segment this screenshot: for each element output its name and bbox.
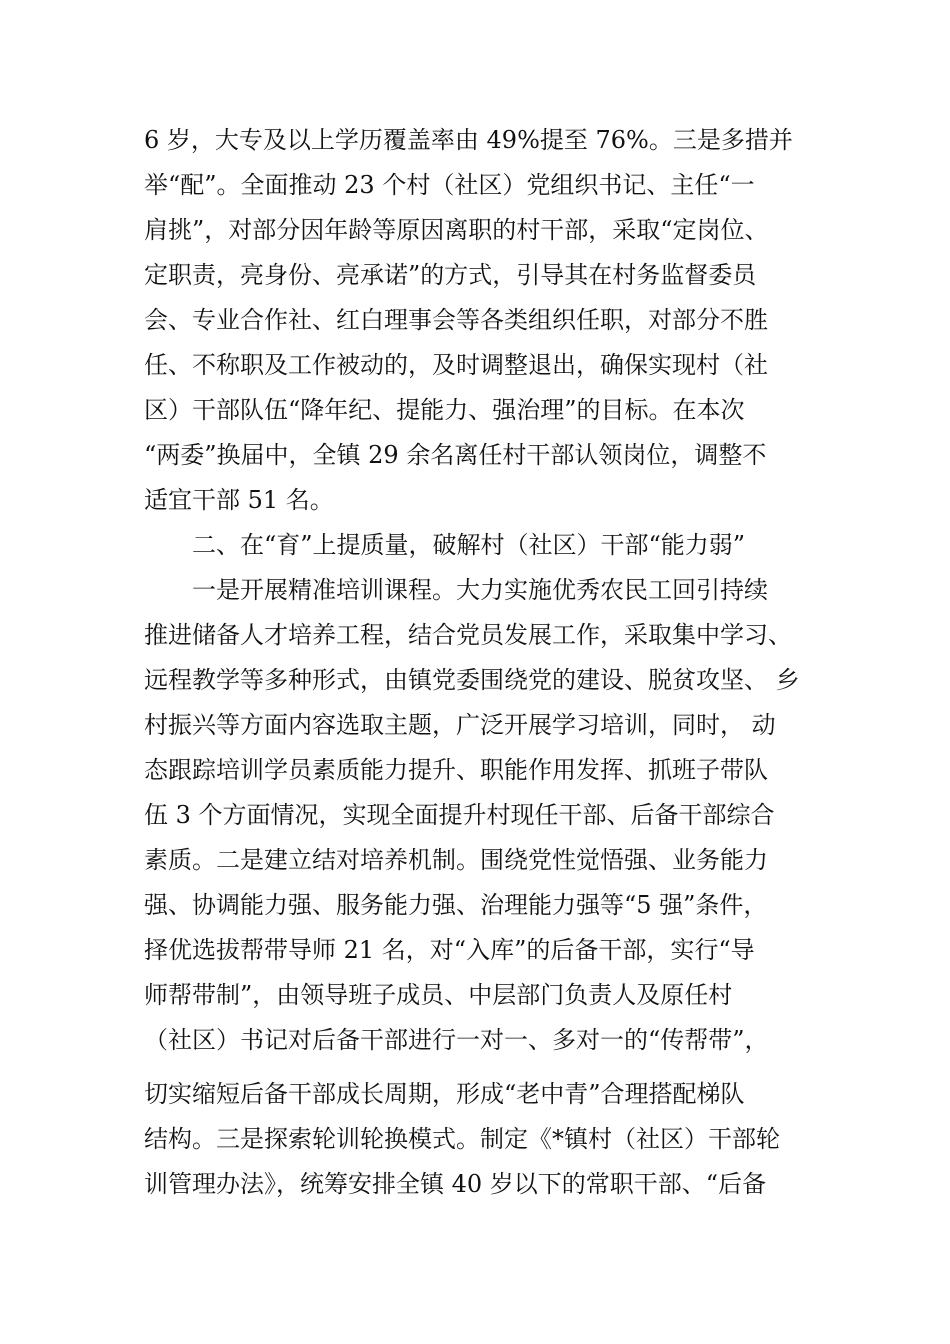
text-line: 态跟踪培训学员素质能力提升、职能作用发挥、抓班子带队: [144, 756, 768, 784]
text-line: “两委”换届中，全镇 29 余名离任村干部认领岗位，调整不: [144, 441, 767, 469]
section-heading: 二、在“育”上提质量，破解村（社区）干部“能力弱”: [144, 531, 746, 559]
text-line: 肩挑”，对部分因年龄等原因离职的村干部，采取“定岗位、: [144, 216, 769, 244]
text-line: 强、协调能力强、服务能力强、治理能力强等“5 强”条件，: [144, 891, 768, 919]
text-line: 切实缩短后备干部成长周期，形成“老中青”合理搭配梯队: [144, 1080, 745, 1108]
text-line: 任、不称职及工作被动的，及时调整退出，确保实现村（社: [144, 351, 768, 379]
text-line: 训管理办法》，统筹安排全镇 40 岁以下的常职干部、“后备: [144, 1170, 767, 1198]
text-line: 定职责，亮身份、亮承诺”的方式，引导其在村务监督委员: [144, 261, 757, 289]
text-line: 远程教学等多种形式，由镇党委围绕党的建设、脱贫攻坚、 乡: [144, 666, 800, 694]
text-line: 6 岁，大专及以上学历覆盖率由 49%提至 76%。三是多措并: [144, 126, 793, 154]
text-line: 村振兴等方面内容选取主题，广泛开展学习培训，同时， 动: [144, 711, 776, 739]
document-body: [144, 118, 814, 1207]
text-line: 择优选拔帮带导师 21 名，对“入库”的后备干部，实行“导: [144, 936, 755, 964]
text-line: 举“配”。全面推动 23 个村（社区）党组织书记、主任“一: [144, 171, 755, 199]
text-line: （社区）书记对后备干部进行一对一、多对一的“传帮带”，: [144, 1026, 769, 1054]
text-line: 结构。三是探索轮训轮换模式。制定《*镇村（社区）干部轮: [144, 1125, 780, 1153]
text-line: 伍 3 个方面情况，实现全面提升村现任干部、后备干部综合: [144, 801, 775, 829]
text-line: 素质。二是建立结对培养机制。围绕党性觉悟强、业务能力: [144, 846, 768, 874]
text-line: 区）干部队伍“降年纪、提能力、强治理”的目标。在本次: [144, 396, 745, 424]
text-line: 师帮带制”，由领导班子成员、中层部门负责人及原任村: [144, 981, 733, 1009]
text-line: 一是开展精准培训课程。大力实施优秀农民工回引持续: [144, 576, 768, 604]
text-line: 适宜干部 51 名。: [144, 486, 334, 514]
text-line: 推进储备人才培养工程，结合党员发展工作，采取集中学习、: [144, 621, 792, 649]
text-line: 会、专业合作社、红白理事会等各类组织任职，对部分不胜: [144, 306, 768, 334]
